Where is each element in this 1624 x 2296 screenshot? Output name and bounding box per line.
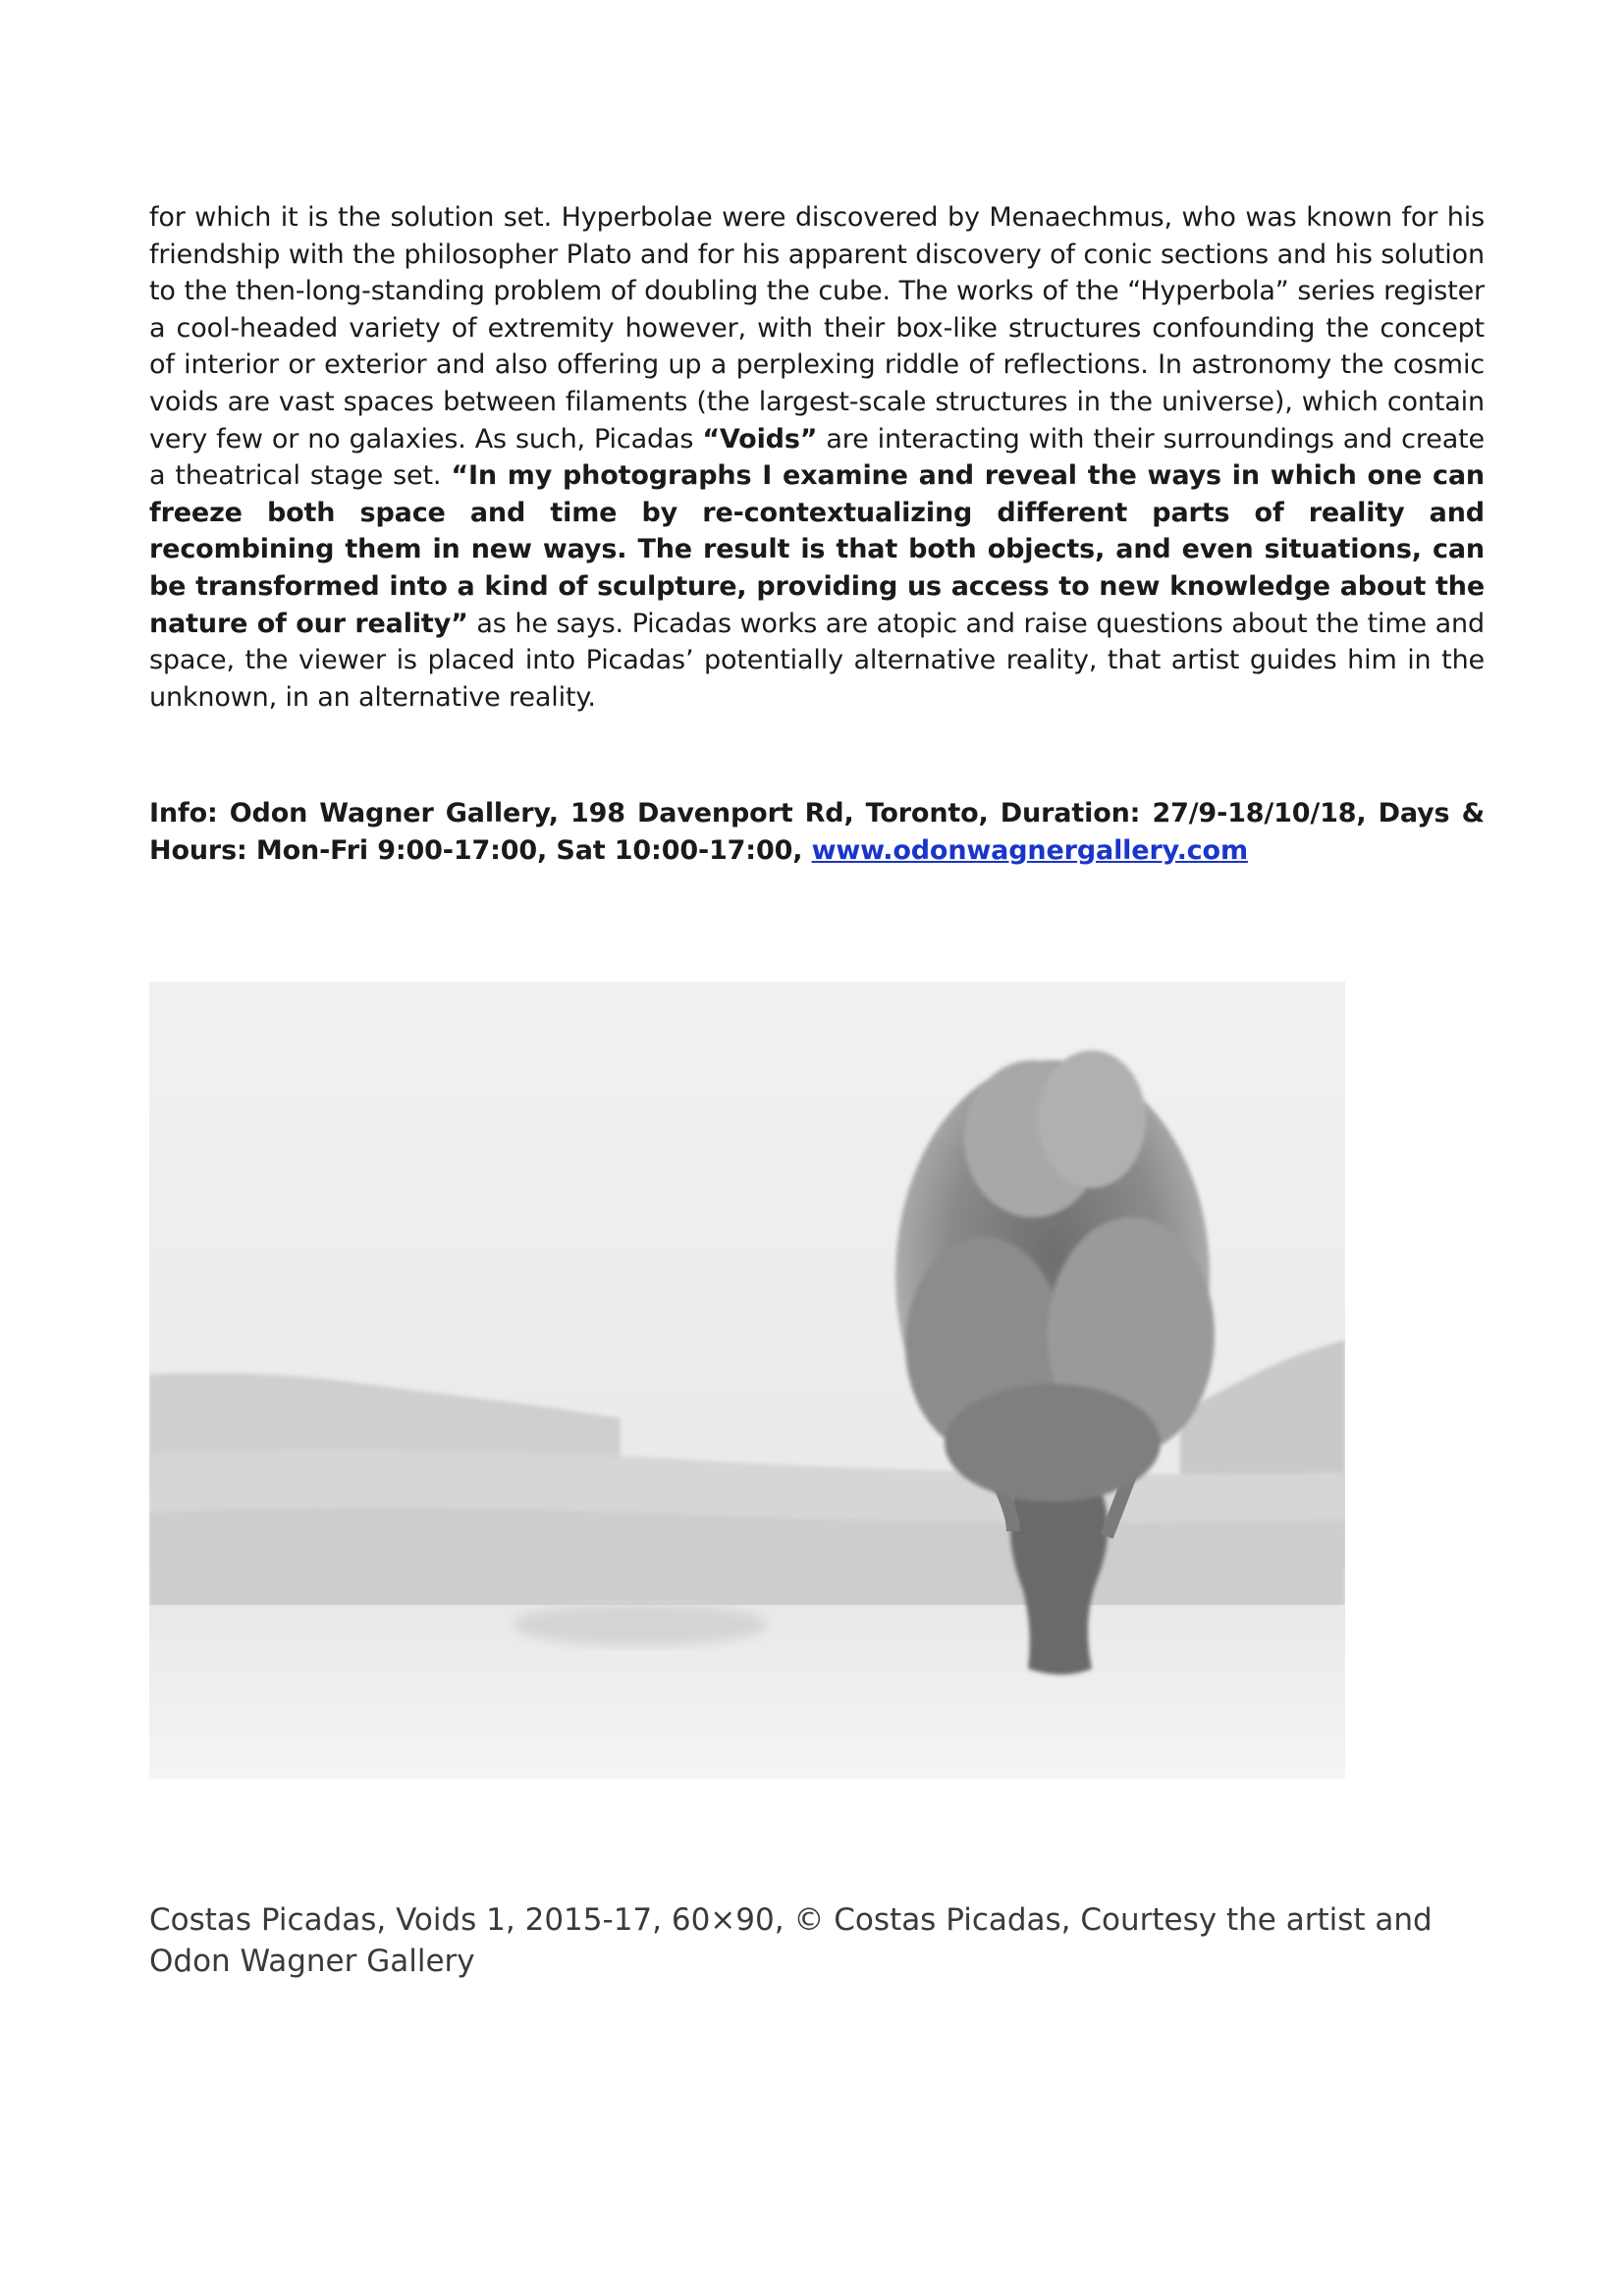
caption-line-1: Costas Picadas, Voids 1, 2015-17, 60×90, © Costas Picadas, Courtesy the artist and (149, 1902, 1433, 1938)
body-text-1: for which it is the solution set. Hyperbolae were discovered by Menaechmus, who was known for his friendship with the philosopher Plato and for his apparent discovery of conic sections and his solution to the then-long-standing problem of doubling the cube. The works of the “Hyperbola” series register a cool-headed variety of extremity however, with their box-like structures confounding the concept of interior or exterior and also offering up a perplexing riddle of reflections. In astronomy the cosmic voids are vast spaces between filaments (the largest-scale structures in the universe), which contain very few or no galaxies. As such, Picadas (149, 202, 1485, 454)
info-text: Info: Odon Wagner Gallery, 198 Davenport Rd, Toronto, Duration: 27/9-18/10/18, Days & Hours: Mon-Fri 9:00-17:00, Sat 10:00-17:00, (149, 798, 1485, 866)
exhibition-info (149, 795, 1485, 869)
olive-tree-image (149, 982, 1345, 1779)
artist-quote: “In my photographs I examine and reveal the ways in which one can freeze both space and time by re-contextualizing different parts of reality and recombining them in new ways. The result is that both objects, and even situations, can be transformed into a kind of sculpture, providing us access to new knowledge about the nature of our reality” (149, 460, 1485, 639)
body-text-3: as he says. Picadas works are atopic and raise questions about the time and space, the viewer is placed into Picadas’ potentially alternative reality, that artist guides him in the unknown, in an alternative reality. (149, 608, 1486, 713)
artwork-photo (149, 982, 1345, 1779)
article-body (149, 199, 1485, 716)
photo-caption (149, 1899, 1524, 1982)
gallery-website-link[interactable]: www.odonwagnergallery.com (811, 834, 1248, 866)
caption-line-2: Odon Wagner Gallery (149, 1944, 475, 1979)
voids-title: “Voids” (702, 423, 818, 454)
body-text-2: are interacting with their surroundings and create a theatrical stage set. (149, 423, 1485, 492)
